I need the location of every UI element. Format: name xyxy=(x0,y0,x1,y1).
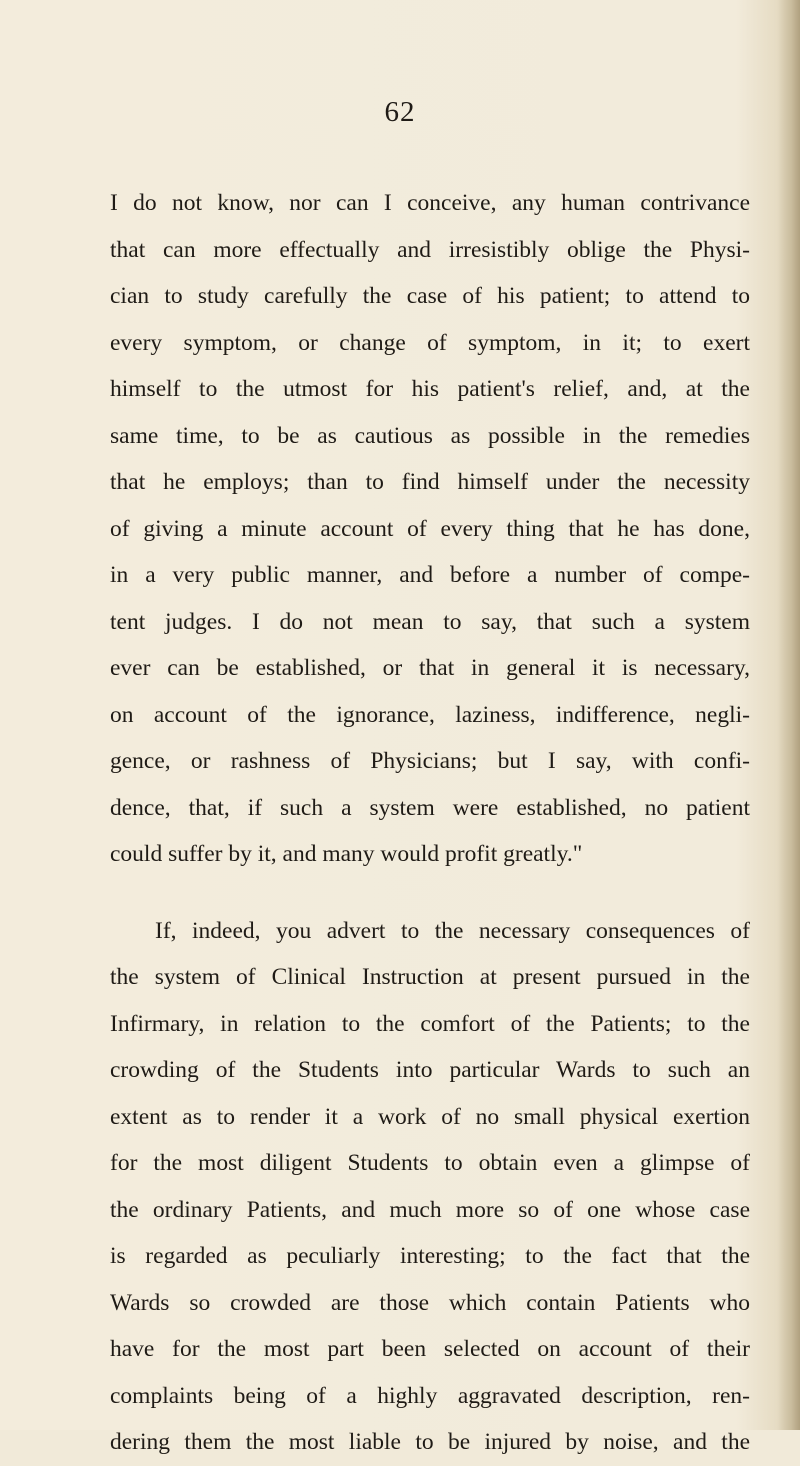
text-line: complaints being of a highly aggravated description, ren- xyxy=(110,1382,750,1409)
text-line: on account of the ignorance, laziness, indifference, negli- xyxy=(110,701,750,728)
text-line: dering them the most liable to be injured by noise, and the xyxy=(110,1429,750,1455)
text-line: the system of Clinical Instruction at present pursued in the xyxy=(110,964,750,990)
text-line: every symptom, or change of symptom, in it; to exert xyxy=(110,329,750,356)
text-line: I do not know, nor can I conceive, any human contrivance xyxy=(110,190,750,216)
text-line: cian to study carefully the case of his patient; to attend to xyxy=(110,283,750,309)
text-line: gence, or rashness of Physicians; but I say, with confi- xyxy=(110,748,750,774)
text-line: that he employs; than to find himself under the necessity xyxy=(110,469,750,495)
paragraph-1 xyxy=(110,180,750,878)
paragraph-2 xyxy=(110,908,750,1466)
text-line: dence, that, if such a system were established, no patient xyxy=(110,794,750,821)
text-line: Wards so crowded are those which contain Patients who xyxy=(110,1289,750,1316)
text-line: for the most diligent Students to obtain even a glimpse of xyxy=(110,1150,750,1176)
text-line: If, indeed, you advert to the necessary consequences of xyxy=(155,917,750,944)
body-text xyxy=(110,180,750,1466)
text-line: ever can be established, or that in general it is necessary, xyxy=(110,655,750,681)
text-line: Infirmary, in relation to the comfort of the Patients; to the xyxy=(110,1010,750,1037)
paragraph-gap xyxy=(110,878,750,908)
text-line: same time, to be as cautious as possible in the remedies xyxy=(110,422,750,449)
text-line: have for the most part been selected on account of their xyxy=(110,1336,750,1362)
text-line: crowding of the Students into particular Wards to such an xyxy=(110,1057,750,1083)
text-line: in a very public manner, and before a number of compe- xyxy=(110,562,750,588)
text-line: the ordinary Patients, and much more so of one whose case xyxy=(110,1196,750,1223)
page-number: 62 xyxy=(384,96,416,128)
text-line: extent as to render it a work of no small physical exertion xyxy=(110,1103,750,1130)
text-line: is regarded as peculiarly interesting; to the fact that the xyxy=(110,1243,750,1269)
text-line: of giving a minute account of every thing that he has done, xyxy=(110,515,750,542)
text-line: tent judges. I do not mean to say, that such a system xyxy=(110,608,750,635)
page-edge-shadow xyxy=(778,0,800,1430)
text-line: could suffer by it, and many would profit greatly." xyxy=(110,841,583,867)
text-line: that can more effectually and irresistibly oblige the Physi- xyxy=(110,236,750,263)
text-line: himself to the utmost for his patient's relief, and, at the xyxy=(110,376,750,402)
